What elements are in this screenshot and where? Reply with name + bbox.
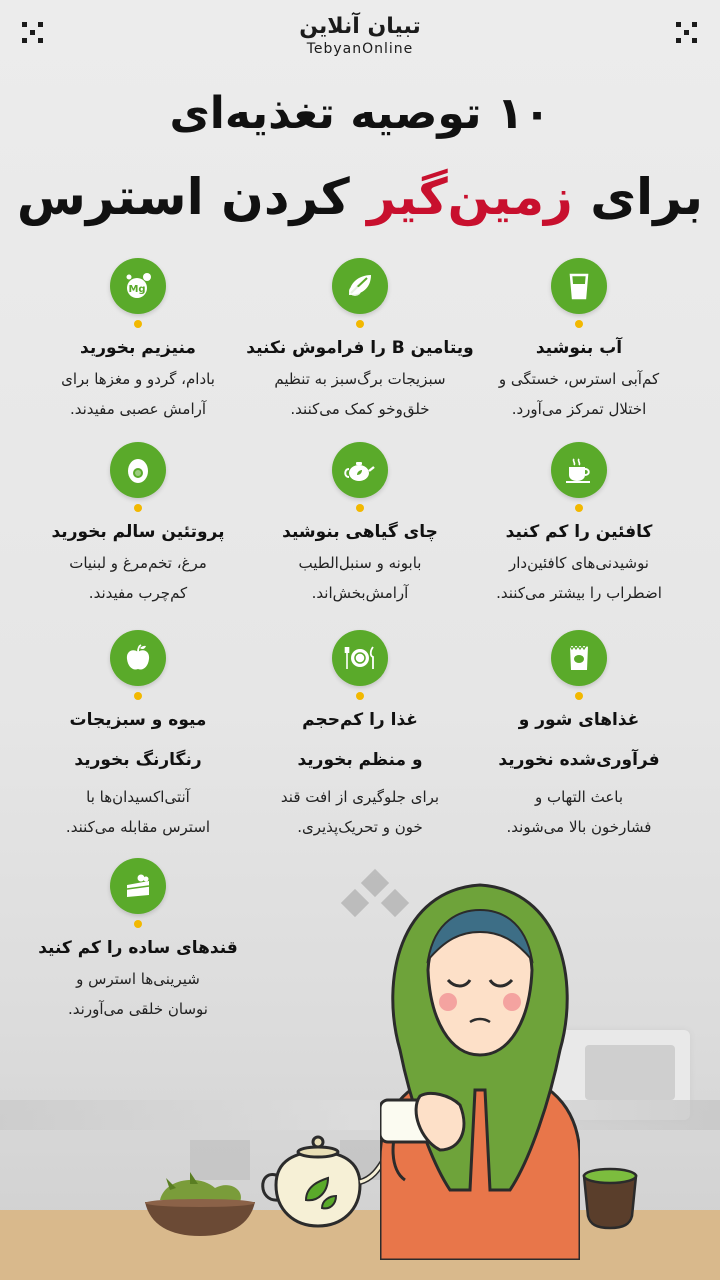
brand-name-english: TebyanOnline: [306, 41, 414, 57]
title-prefix: برای: [572, 168, 704, 226]
tip-card-simple-sugars: [22, 858, 254, 1024]
tip-description: مرغ، تخم‌مرغ و لبنیات کم‌چرب مفیدند.: [69, 554, 207, 602]
tea-cup-illustration: [580, 1160, 640, 1230]
tip-card-small-meals: [244, 630, 476, 842]
tip-card-processed-food: [463, 630, 695, 842]
tip-heading: پروتئین سالم بخورید: [51, 522, 225, 542]
page-title-line-1: ۱۰ توصیه تغذیه‌ای: [169, 88, 551, 139]
tip-heading: غذا را کم‌حجم و منظم بخورید: [297, 710, 423, 770]
tip-description: شیرینی‌ها استرس و نوسان خلقی می‌آورند.: [68, 970, 208, 1018]
tip-description: نوشیدنی‌های کافئین‌دار اضطراب را بیشتر می‌کنند.: [496, 554, 662, 602]
tip-description: سبزیجات برگ‌سبز به تنظیم خلق‌وخو کمک می‌کنند.: [274, 370, 446, 418]
tip-description: بابونه و سنبل‌الطیب آرامش‌بخش‌اند.: [298, 554, 422, 602]
tip-description: بادام، گردو و مغزها برای آرامش عصبی مفیدند.: [61, 370, 215, 418]
tip-description: کم‌آبی استرس، خستگی و اختلال تمرکز می‌آورد.: [498, 370, 660, 418]
tip-heading: غذاهای شور و فرآوری‌شده نخورید: [498, 710, 660, 770]
teapot-illustration: [256, 1130, 386, 1230]
plate-cutlery-icon: [332, 630, 388, 686]
herb-bowl-illustration: [140, 1170, 260, 1240]
tip-card-protein: [22, 442, 254, 608]
cake-icon: [110, 858, 166, 914]
tip-heading: چای گیاهی بنوشید: [282, 522, 438, 542]
magnesium-icon: [110, 258, 166, 314]
tip-description: باعث التهاب و فشارخون بالا می‌شوند.: [506, 788, 652, 836]
brand-name-persian: تبیان آنلاین: [299, 14, 421, 39]
title-highlight: زمین‌گیر: [367, 168, 573, 226]
tip-card-magnesium: [22, 258, 254, 424]
tip-description: آنتی‌اکسیدان‌ها با استرس مقابله می‌کنند.: [65, 788, 211, 836]
page-title-line-2: [0, 168, 720, 226]
tip-card-fruits-vegetables: [22, 630, 254, 842]
tip-heading: ویتامین B را فراموش نکنید: [246, 338, 474, 358]
brand-logo: [0, 14, 720, 57]
vegetables-icon: [332, 258, 388, 314]
woman-drinking-tea-illustration: [380, 860, 580, 1260]
teapot-icon: [332, 442, 388, 498]
tip-card-water: [463, 258, 695, 424]
tip-card-vitamin-b: [244, 258, 476, 424]
title-suffix: کردن استرس: [16, 168, 368, 226]
tip-heading: آب بنوشید: [535, 338, 623, 358]
tip-description: برای جلوگیری از افت قند خون و تحریک‌پذیری.: [280, 788, 440, 836]
tip-heading: منیزیم بخورید: [80, 338, 196, 358]
tip-card-herbal-tea: [244, 442, 476, 608]
svg-text:Mg: Mg: [128, 284, 146, 295]
tip-heading: قندهای ساده را کم کنید: [38, 938, 238, 958]
tip-heading: میوه و سبزیجات رنگارنگ بخورید: [69, 710, 207, 770]
tip-card-caffeine: [463, 442, 695, 608]
apple-icon: [110, 630, 166, 686]
coffee-cup-icon: [551, 442, 607, 498]
water-glass-icon: [551, 258, 607, 314]
tip-heading: کافئین را کم کنید: [505, 522, 653, 542]
egg-icon: [110, 442, 166, 498]
snack-bag-icon: [551, 630, 607, 686]
